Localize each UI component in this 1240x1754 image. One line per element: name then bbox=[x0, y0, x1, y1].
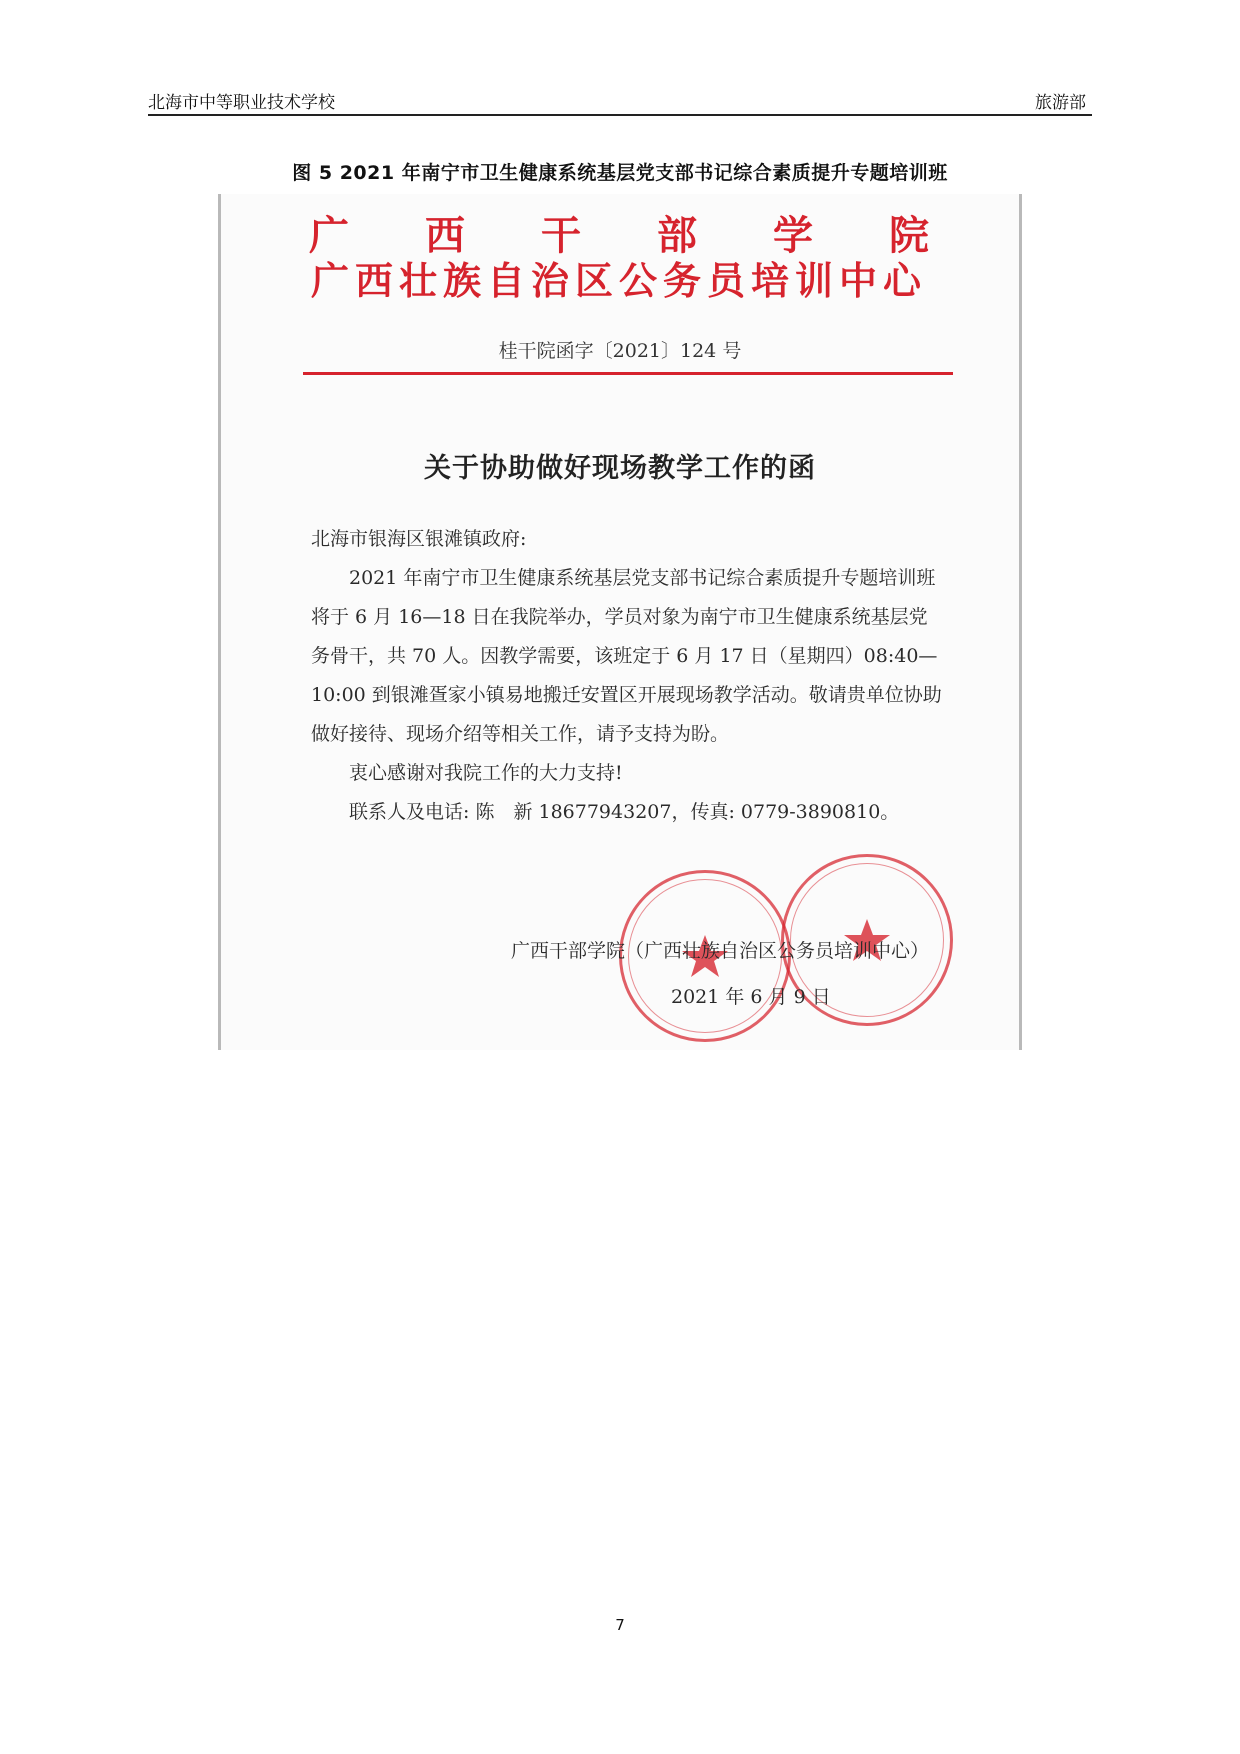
letterhead-char: 西 bbox=[425, 212, 465, 259]
header-school-name: 北海市中等职业技术学校 bbox=[148, 93, 335, 113]
letter-recipient: 北海市银海区银滩镇政府: bbox=[311, 528, 527, 550]
letterhead-org-name-line2: 广西壮族自治区公务员培训中心 bbox=[310, 258, 927, 303]
header-department: 旅游部 bbox=[1035, 93, 1086, 113]
letter-signature: 广西干部学院（广西壮族自治区公务员培训中心） bbox=[510, 940, 929, 962]
letter-body bbox=[311, 520, 943, 832]
letterhead-char: 干 bbox=[541, 212, 581, 259]
letter-paragraph: 2021 年南宁市卫生健康系统基层党支部书记综合素质提升专题培训班将于 6 月 16—18 日在我院举办，学员对象为南宁市卫生健康系统基层党务骨干，共 70 人。因教学需要，该班定于 6 月 17 日（星期四）08:40—10:00 到银滩疍家小镇易地搬迁安置区开展现场教学活动。敬请贵单位协助做好接待、现场介绍等相关工作，请予支持为盼。 bbox=[311, 567, 942, 745]
letterhead-char: 学 bbox=[773, 212, 813, 259]
letterhead-char: 部 bbox=[657, 212, 697, 259]
letter-thanks: 衷心感谢对我院工作的大力支持! bbox=[349, 762, 623, 784]
scanned-letter-image bbox=[218, 194, 1022, 1050]
letter-date: 2021 年 6 月 9 日 bbox=[671, 986, 831, 1008]
letter-title: 关于协助做好现场教学工作的函 bbox=[424, 453, 816, 484]
letterhead-divider bbox=[303, 372, 953, 375]
page-number: 7 bbox=[615, 1616, 625, 1634]
figure-caption: 图 5 2021 年南宁市卫生健康系统基层党支部书记综合素质提升专题培训班 bbox=[292, 162, 948, 184]
letter-contact: 联系人及电话: 陈 新 18677943207，传真: 0779-3890810。 bbox=[349, 801, 900, 823]
letterhead-char: 院 bbox=[889, 212, 929, 259]
page-header bbox=[148, 88, 1092, 116]
letterhead-char: 广 bbox=[309, 212, 349, 259]
document-number: 桂干院函字〔2021〕124 号 bbox=[498, 340, 742, 362]
